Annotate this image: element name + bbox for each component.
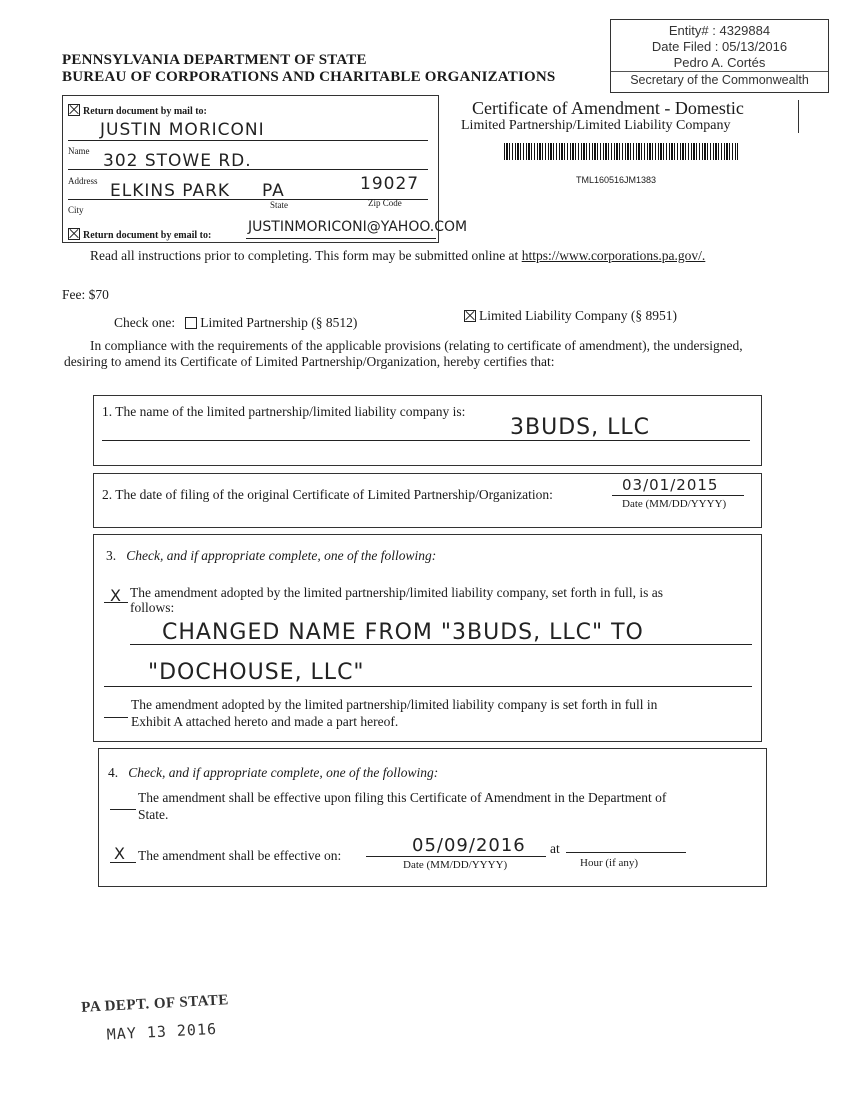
date-filed: Date Filed : 05/13/2016: [651, 39, 788, 54]
return-name-value[interactable]: JUSTIN MORICONI: [100, 120, 265, 140]
llc-checkbox[interactable]: [464, 310, 476, 322]
section-4-date-caption: Date (MM/DD/YYYY): [403, 859, 508, 871]
section-3-heading-row: [106, 548, 436, 564]
return-city-value[interactable]: ELKINS PARK: [110, 181, 231, 201]
department-header: [62, 52, 555, 86]
return-state-label: State: [270, 200, 288, 210]
entity-number: Entity# : 4329884: [668, 23, 771, 38]
check-one-label: Check one:: [114, 315, 176, 330]
section-3-option-2-line-1: The amendment adopted by the limited partnership/limited liability company is set forth in full in: [131, 697, 658, 712]
section-3-option-2-line-2: Exhibit A attached hereto and made a part hereof.: [131, 714, 399, 729]
section-3-option-1-line-2: follows:: [130, 600, 175, 615]
return-email-value[interactable]: JUSTINMORICONI@YAHOO.COM: [248, 219, 468, 235]
instructions-text: Read all instructions prior to completing. This form may be submitted online at: [90, 248, 519, 263]
section-4-hour-caption: Hour (if any): [580, 857, 639, 869]
section-2-date-caption: Date (MM/DD/YYYY): [622, 498, 727, 510]
company-name-value[interactable]: 3BUDS, LLC: [510, 415, 650, 440]
section-4-option-1-line-2: State.: [138, 807, 169, 822]
section-4-option-1-text: [138, 789, 666, 823]
section-4-option-2-mark[interactable]: X: [114, 844, 126, 863]
section-3-option-1-mark[interactable]: X: [110, 586, 122, 605]
received-stamp: [81, 992, 231, 1045]
header-line-1: PENNSYLVANIA DEPARTMENT OF STATE: [62, 52, 367, 68]
section-2-label: 2. The date of filing of the original Certificate of Limited Partnership/Organization:: [102, 487, 553, 502]
return-by-mail-row: [68, 104, 207, 117]
section-3-heading: Check, and if appropriate complete, one of the following:: [126, 548, 437, 563]
section-3-option-1-text: [130, 585, 663, 615]
return-mail-checkbox[interactable]: [68, 104, 80, 116]
section-4-heading-row: [108, 765, 438, 781]
original-filing-date-value[interactable]: 03/01/2015: [622, 476, 719, 494]
section-3-option-2-text: [131, 696, 657, 730]
entity-info-box: [610, 19, 829, 93]
official-name: Pedro A. Cortés: [673, 55, 766, 70]
section-4-option-2-text: The amendment shall be effective on:: [138, 848, 342, 863]
header-line-2: BUREAU OF CORPORATIONS AND CHARITABLE ORGANIZATIONS: [62, 69, 556, 85]
lp-checkbox[interactable]: [185, 317, 197, 329]
return-by-email-row: [68, 228, 211, 241]
section-3-number: 3.: [106, 548, 117, 563]
section-1-label: 1. The name of the limited partnership/limited liability company is:: [102, 404, 466, 419]
stamp-line-2: MAY 13 2016: [106, 1019, 218, 1044]
amendment-text-line-2[interactable]: "DOCHOUSE, LLC": [148, 660, 365, 685]
certificate-subtitle: Limited Partnership/Limited Liability Company: [461, 118, 731, 133]
effective-date-value[interactable]: 05/09/2016: [412, 835, 526, 856]
section-4-number: 4.: [108, 765, 119, 780]
return-state-value[interactable]: PA: [262, 181, 285, 201]
check-one-row: [114, 315, 357, 331]
return-name-label: Name: [68, 146, 90, 156]
return-zip-value[interactable]: 19027: [360, 174, 420, 194]
return-zip-label: Zip Code: [368, 198, 402, 208]
section-4-at-label: at: [550, 841, 560, 856]
barcode-code: TML160516JM1383: [576, 175, 657, 185]
return-city-label: City: [68, 205, 84, 215]
instructions-link[interactable]: https://www.corporations.pa.gov/.: [521, 248, 706, 263]
return-email-label: Return document by email to:: [83, 230, 212, 241]
return-address-label: Address: [68, 176, 98, 186]
amendment-text-line-1[interactable]: CHANGED NAME FROM "3BUDS, LLC" TO: [162, 620, 644, 645]
title-side-rule: [798, 100, 799, 133]
compliance-text: In compliance with the requirements of the applicable provisions (relating to certificate of amendment), the undersigned, desiring to amend its Certificate of Limited Partnership/Organization, hereby certifies that:: [64, 338, 743, 369]
return-address-value[interactable]: 302 STOWE RD.: [103, 151, 252, 171]
section-4-heading: Check, and if appropriate complete, one of the following:: [128, 765, 439, 780]
certificate-title: Certificate of Amendment - Domestic: [472, 98, 744, 118]
lp-option-label: Limited Partnership (§ 8512): [200, 315, 358, 330]
llc-option-row: [464, 308, 677, 324]
llc-option-label: Limited Liability Company (§ 8951): [479, 308, 677, 323]
section-3-option-1-line-1: The amendment adopted by the limited partnership/limited liability company, set forth in full, is as: [130, 585, 664, 600]
official-title: Secretary of the Commonwealth: [611, 71, 828, 88]
fee-text: Fee: $70: [62, 287, 109, 302]
instructions-line: [90, 248, 705, 264]
return-email-checkbox[interactable]: [68, 228, 80, 240]
section-4-option-1-line-1: The amendment shall be effective upon filing this Certificate of Amendment in the Department of: [138, 790, 667, 805]
barcode-image: [504, 143, 738, 160]
stamp-line-1: PA DEPT. OF STATE: [80, 992, 230, 1016]
return-mail-label: Return document by mail to:: [83, 106, 207, 117]
